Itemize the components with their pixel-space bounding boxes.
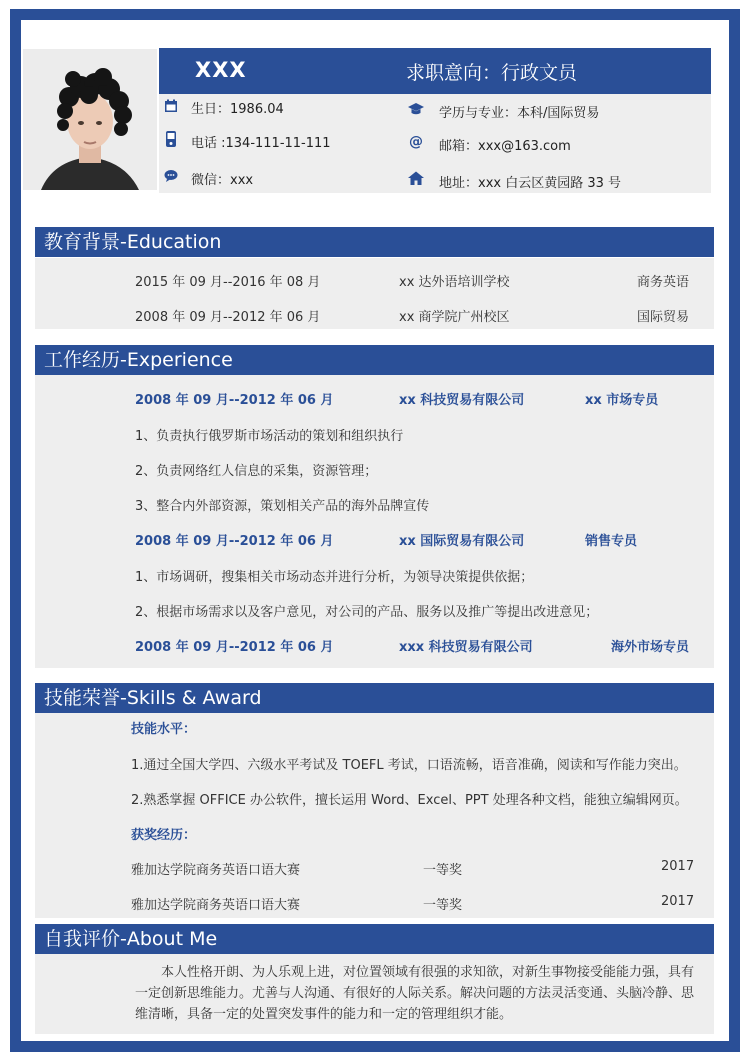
award-1-level: 一等奖	[423, 863, 463, 878]
education-info: 学历与专业：本科/国际贸易	[439, 106, 600, 121]
edu-row-2-school: xx 商学院广州校区	[399, 310, 510, 325]
candidate-name: XXX	[195, 58, 247, 82]
birth-info: 生日：1986.04	[191, 102, 284, 117]
job-1-company: xx 科技贸易有限公司	[399, 393, 525, 408]
skill-item-2: 2.熟悉掌握 OFFICE 办公软件，擅长运用 Word、Excel、PPT 处理各种文档，能独立编辑网页。	[131, 793, 688, 808]
phone-info: 电话 :134-111-11-111	[191, 136, 331, 151]
skills-section-title: 技能荣誉-Skills & Award	[35, 683, 714, 713]
job-intent: 求职意向：行政文员	[406, 62, 578, 84]
experience-section-title: 工作经历-Experience	[35, 345, 714, 375]
award-heading: 获奖经历：	[131, 828, 197, 843]
job-3-date: 2008 年 09 月--2012 年 06 月	[135, 640, 334, 655]
job-2-date: 2008 年 09 月--2012 年 06 月	[135, 534, 334, 549]
home-icon	[408, 170, 424, 186]
award-2-level: 一等奖	[423, 898, 463, 913]
edu-row-1-school: xx 达外语培训学校	[399, 275, 510, 290]
chat-icon	[163, 168, 179, 184]
skill-heading: 技能水平：	[131, 722, 197, 737]
edu-row-2-major: 国际贸易	[637, 310, 690, 325]
award-1-name: 雅加达学院商务英语口语大赛	[131, 863, 301, 878]
job-1-duty-1: 1、负责执行俄罗斯市场活动的策划和组织执行	[135, 429, 404, 444]
award-2-name: 雅加达学院商务英语口语大赛	[131, 898, 301, 913]
job-2-role: 销售专员	[585, 534, 638, 549]
job-3-role: 海外市场专员	[611, 640, 690, 655]
phone-icon	[163, 131, 179, 147]
award-1-year: 2017	[661, 859, 695, 874]
job-1-date: 2008 年 09 月--2012 年 06 月	[135, 393, 334, 408]
job-2-duty-1: 1、市场调研，搜集相关市场动态并进行分析，为领导决策提供依据；	[135, 570, 534, 585]
job-1-role: xx 市场专员	[585, 393, 659, 408]
about-section-title: 自我评价-About Me	[35, 924, 714, 954]
job-1-duty-2: 2、负责网络红人信息的采集，资源管理；	[135, 464, 378, 479]
education-section-title: 教育背景-Education	[35, 227, 714, 257]
at-icon: @	[409, 134, 423, 150]
email-info: 邮箱：xxx@163.com	[439, 139, 571, 154]
skills-section-body	[35, 713, 714, 918]
edu-row-1-major: 商务英语	[637, 275, 690, 290]
award-2-year: 2017	[661, 894, 695, 909]
calendar-icon	[163, 98, 179, 114]
job-3-company: xxx 科技贸易有限公司	[399, 640, 533, 655]
graduation-cap-icon	[408, 101, 424, 117]
job-2-company: xx 国际贸易有限公司	[399, 534, 525, 549]
skill-item-1: 1.通过全国大学四、六级水平考试及 TOEFL 考试，口语流畅，语音准确，阅读和写作能力突出。	[131, 758, 687, 773]
experience-section-body	[35, 375, 714, 668]
job-2-duty-2: 2、根据市场需求以及客户意见，对公司的产品、服务以及推广等提出改进意见；	[135, 605, 599, 620]
about-text: 本人性格开朗、为人乐观上进，对位置领域有很强的求知欲，对新生事物接受能能力强，具有一定创新思维能力。尤善与人沟通、有很好的人际关系。解决问题的方法灵活变通、头脑冷静、思维清晰，具备一定的处置突发事件的能力和一定的管理组织才能。	[135, 965, 695, 1022]
job-1-duty-3: 3、整合内外部资源，策划相关产品的海外品牌宣传	[135, 499, 430, 514]
edu-row-2-date: 2008 年 09 月--2012 年 06 月	[135, 310, 321, 325]
profile-photo	[23, 49, 157, 190]
wechat-info: 微信：xxx	[191, 173, 254, 188]
address-info: 地址：xxx 白云区黄园路 33 号	[439, 176, 622, 191]
edu-row-1-date: 2015 年 09 月--2016 年 08 月	[135, 275, 321, 290]
